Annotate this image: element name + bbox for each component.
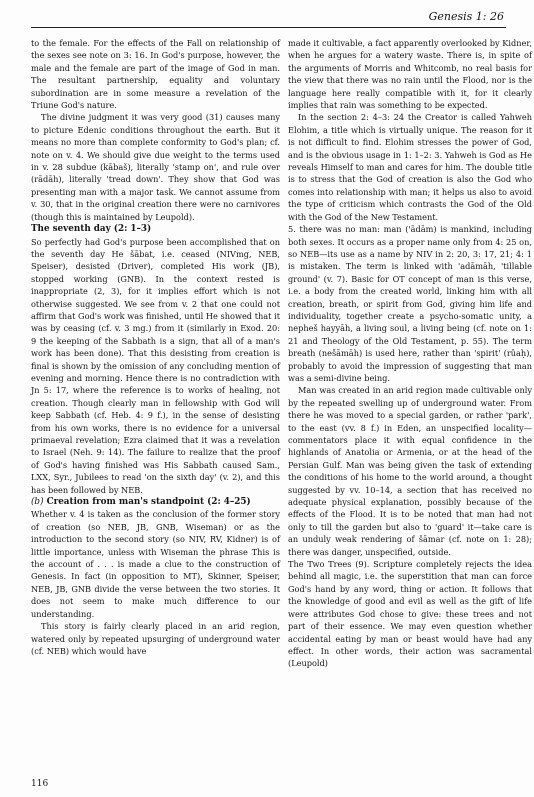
body-paragraph: This story is fairly clearly placed in an arid region, watered only by repeated upsurging of underground water (cf. NEB) which would have	[31, 621, 280, 656]
body-paragraph: Man was created in an arid region made cultivable only by the repeated swelling up of underground water. From there he was moved to a special garden, or rather 'park', to the east (vv. 8 f.) in Eden, an unspecified locality—commentators place it with equal confidence in the highlands of Anatolia or Armenia, or at the head of the Persian Gulf. Man was being given the task of extending the conditions of his home to the world around, a thought suggested by vv. 10–14, a section that has received no adequate physical explanation, possibly because of the effects of the Flood. It is to be noted that man had not only to till the garden but also to 'guard' it—take care is an unduly weak rendering of šāmar (cf. note on 1: 28); there was danger, unspecified, outside.	[288, 385, 532, 557]
body-paragraph: The divine judgment it was very good (31) causes many to picture Edenic conditions throughout the earth. But it means no more than complete conformity to God's plan; cf. note on v. 4. We should give due weight to the terms used in v. 28 subdue (kābaš), literally 'stamp on', and rule over (rādāh), literally 'tread down'. They show that God was presenting man with a major task. We cannot assume from v. 30, that in the original creation there were no carnivores (though this is maintained by Leupold).	[31, 112, 280, 222]
body-paragraph: to the female. For the effects of the Fall on relationship of the sexes see note on 3: 16. In God's purpose, however, the male and the female are part of the image of God in man. The resultant partnership, equality and voluntary subordination are in some measure a revelation of the Triune God's nature.	[31, 38, 280, 111]
section-heading-prefix: (b)	[31, 497, 44, 508]
right-column	[288, 37, 532, 670]
left-column	[31, 37, 280, 657]
body-paragraph: The Two Trees (9). Scripture completely rejects the idea behind all magic, i.e. the superstition that man can force God's hand by any word, thing or action. It follows that the knowledge of good and evil as well as the gift of life were attributes God chose to give: these trees and not part of their essence. We may even question whether accidental eating by man or beast would have had any effect. In other words, their action was sacramental (Leupold)	[288, 559, 532, 669]
page-number: 116	[31, 779, 49, 789]
section-heading-text: Creation from man's standpoint (2: 4–25)	[46, 497, 251, 508]
body-paragraph: made it cultivable, a fact apparently overlooked by Kidner, when he argues for a watery waste. There is, in spite of the arguments of Morris and Whitcomb, no real basis for the view that there was no rain until the Flood, nor is the language here really compatible with it, for it clearly implies that rain was something to be expected.	[288, 38, 532, 111]
header-rule	[31, 27, 506, 28]
body-paragraph: Whether v. 4 is taken as the conclusion of the former story of creation (so NEB, JB, GNB, Wiseman) or as the introduction to the second story (so NIV, RV, Kidner) is of little importance, unless with Wiseman the phrase This is the account of . . . is made a clue to the construction of Genesis. In fact (in opposition to MT), Skinner, Speiser, NEB, JB, GNB divide the verse between the two stories. It does not seem to make much difference to our understanding.	[31, 509, 280, 619]
running-head: Genesis 1: 26	[428, 10, 504, 23]
body-paragraph: So perfectly had God's purpose been accomplished that on the seventh day He šābat, i.e. ceased (NIVmg, NEB, Speiser), desisted (Driver), completed His work (JB), stopped working (GNB). In the context rested is inappropriate (2, 3), for it implies effort which is not otherwise suggested. We see from v. 2 that one could not affirm that God's work was finished, until He showed that it was by ceasing (cf. v. 3 mg.) from it (similarly in Exod. 20: 9 the keeping of the Sabbath is a sign, that all of a man's work has been done). That this desisting from creation is final is shown by the omission of any concluding mention of evening and morning. Hence there is no contradiction with Jn 5: 17, where the reference is to works of healing, not creation. Though clearly man in fellowship with God will keep Sabbath (cf. Heb. 4: 9 f.), in the sense of desisting from his own works, there is no evidence for a universal primaeval revelation; Ezra claimed that it was a revelation to Israel (Neh. 9: 14). The failure to realize that the proof of God's having finished was His Sabbath caused Sam., LXX, Syr., Jubilees to read 'on the sixth day' (v. 2), and this has been followed by NEB.	[31, 236, 280, 495]
section-heading: The seventh day (2: 1–3)	[31, 224, 152, 235]
body-paragraph: 5. there was no man: man ('ādām) is mankind, including both sexes. It occurs as a proper name only from 4: 25 on, so NEB—its use as a name by NIV in 2: 20, 3: 17, 21; 4: 1 is mistaken. The term is linked with 'adāmāh, 'tillable ground' (v. 7). Basic for OT concept of man is this verse, i.e. a body from the created world, linking him with all creation, breath, or spirit from God, giving him life and individuality, together create a psycho-somatic unity, a nepheš hayyāh, a living soul, a living being (cf. note on 1: 21 and Theology of the Old Testament, p. 55). The term breath (nešāmāh) is used here, rather than 'spirit' (rûaḥ), probably to avoid the impression of suggesting that man was a semi-divine being.	[288, 224, 532, 383]
section-heading	[31, 496, 280, 508]
body-paragraph: In the section 2: 4–3: 24 the Creator is called Yahweh Elohim, a title which is virtually unique. The reason for it is not difficult to find. Elohim stresses the power of God, and is the obvious usage in 1: 1–2: 3. Yahweh is God as He reveals Himself to man and cares for him. The double title is to stress that the God of creation is also the God who comes into relationship with man; it helps us also to avoid the type of criticism which contrasts the God of the Old with the God of the New Testament.	[288, 112, 532, 222]
